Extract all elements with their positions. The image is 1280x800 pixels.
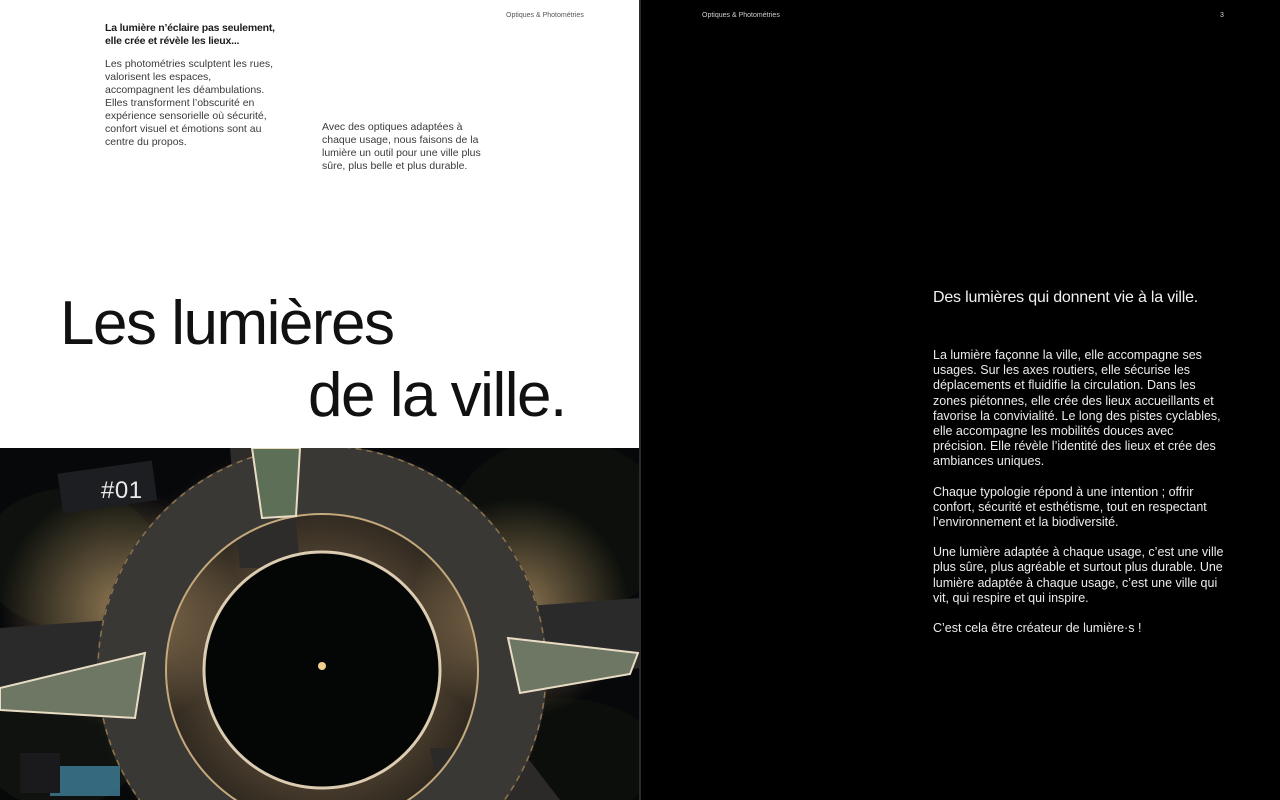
paragraph: Chaque typologie répond à une intention ; offrir confort, sécurité et esthétisme, tout en respectant l’environnement et la biodiversité. — [933, 484, 1207, 530]
paragraph: C’est cela être créateur de lumière·s ! — [933, 621, 1142, 636]
intro-body: Les photométries sculptent les rues, valorisent les espaces, accompagnent les déambulations. Elles transforment l’obscurité en expérience sensorielle où sécurité, confort visuel et émotions sont au centre du propos. — [105, 58, 274, 148]
running-head-left: Optiques & Photométries — [506, 12, 584, 19]
roundabout-illustration — [0, 448, 640, 800]
body-text — [933, 348, 1229, 651]
intro-lead: La lumière n’éclaire pas seulement, elle crée et révèle les lieux... — [105, 22, 275, 47]
statement-heading: Des lumières qui donnent vie à la ville. — [933, 289, 1199, 306]
paragraph: Une lumière adaptée à chaque usage, c’est une ville plus sûre, plus agréable et surtout plus durable. Une lumière adaptée à chaque usage, c’est une ville qui vit, qui respire et qui inspire. — [933, 545, 1224, 605]
intro-body-secondary: Avec des optiques adaptées à chaque usage, nous faisons de la lumière un outil pour une ville plus sûre, plus belle et plus durable. — [322, 121, 481, 172]
roundabout-night-photo — [0, 448, 640, 800]
page-number: 3 — [1220, 12, 1224, 19]
paragraph: La lumière façonne la ville, elle accompagne ses usages. Sur les axes routiers, elle sécurise les déplacements et fluidifie la circulation. Dans les zones piétonnes, elle crée des lieux accueillants et favorise la convivialité. Le long des pistes cyclables, elle accompagne les mobilités douces avec précision. Elle révèle l’identité des lieux et crée des ambiances uniques. — [933, 348, 1221, 469]
section-number: #01 — [101, 477, 143, 504]
running-head-right: Optiques & Photométries — [702, 12, 780, 19]
hero-title-line-1: Les lumières — [60, 289, 394, 358]
hero-title-line-2: de la ville. — [308, 361, 566, 430]
